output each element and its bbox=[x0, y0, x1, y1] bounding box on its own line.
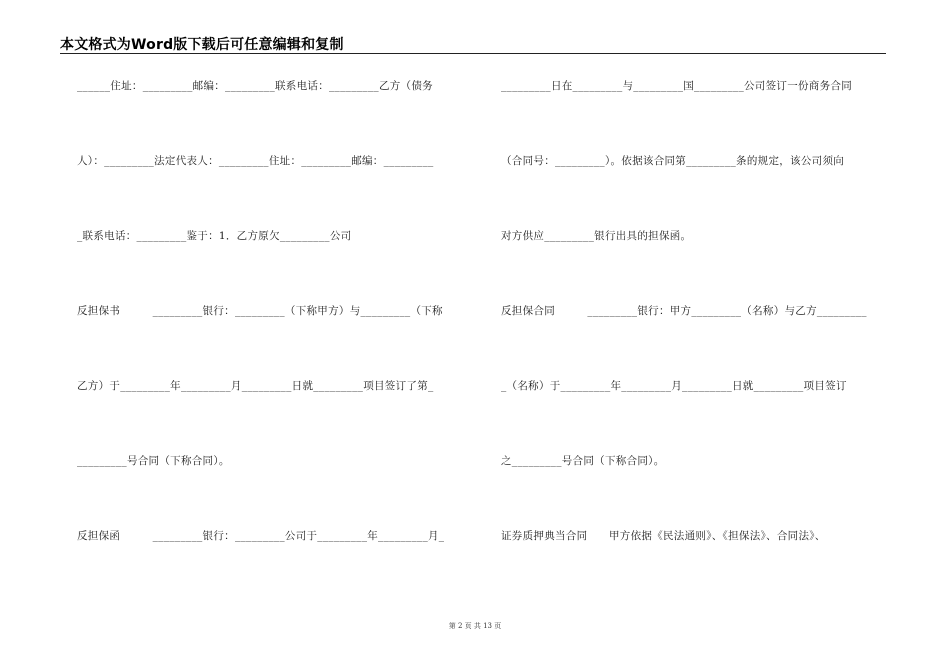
text-line: _________日在_________与_________国_________公司签订一份商务合同 bbox=[501, 80, 852, 92]
text-line: _________号合同（下称合同）。 bbox=[77, 455, 230, 467]
text-line: _联系电话：_________鉴于：1．乙方原欠_________公司 bbox=[77, 230, 352, 242]
header-divider bbox=[60, 53, 886, 54]
text-line: 反担保合同 _________银行：甲方_________（名称）与乙方_________ bbox=[501, 305, 867, 317]
page-number-footer: 第 2 页 共 13 页 bbox=[448, 622, 502, 630]
text-line: _（名称）于_________年_________月_________日就_________项目签订 bbox=[501, 380, 847, 392]
text-line: 之_________号合同（下称合同）。 bbox=[501, 455, 665, 467]
document-header-title: 本文格式为Word版下载后可任意编辑和复制 bbox=[60, 37, 344, 53]
text-line: 乙方）于_________年_________月_________日就_________项目签订了第_ bbox=[77, 380, 434, 392]
text-line: （合同号：_________）。依据该合同第_________条的规定，该公司须向 bbox=[501, 155, 845, 167]
text-line: 反担保函 _________银行：_________公司于_________年_________月_ bbox=[77, 530, 445, 542]
text-line: 对方供应_________银行出具的担保函。 bbox=[501, 230, 692, 242]
text-line: 证券质押典当合同 甲方依据《民法通则》、《担保法》、合同法》、 bbox=[501, 530, 826, 542]
text-line: 反担保书 _________银行：_________（下称甲方）与_________（下称 bbox=[77, 305, 443, 317]
text-line: 人）：_________法定代表人：_________住址：_________邮编：_________ bbox=[77, 155, 434, 167]
text-line: ______住址：_________邮编：_________联系电话：_________乙方（债务 bbox=[77, 80, 433, 92]
